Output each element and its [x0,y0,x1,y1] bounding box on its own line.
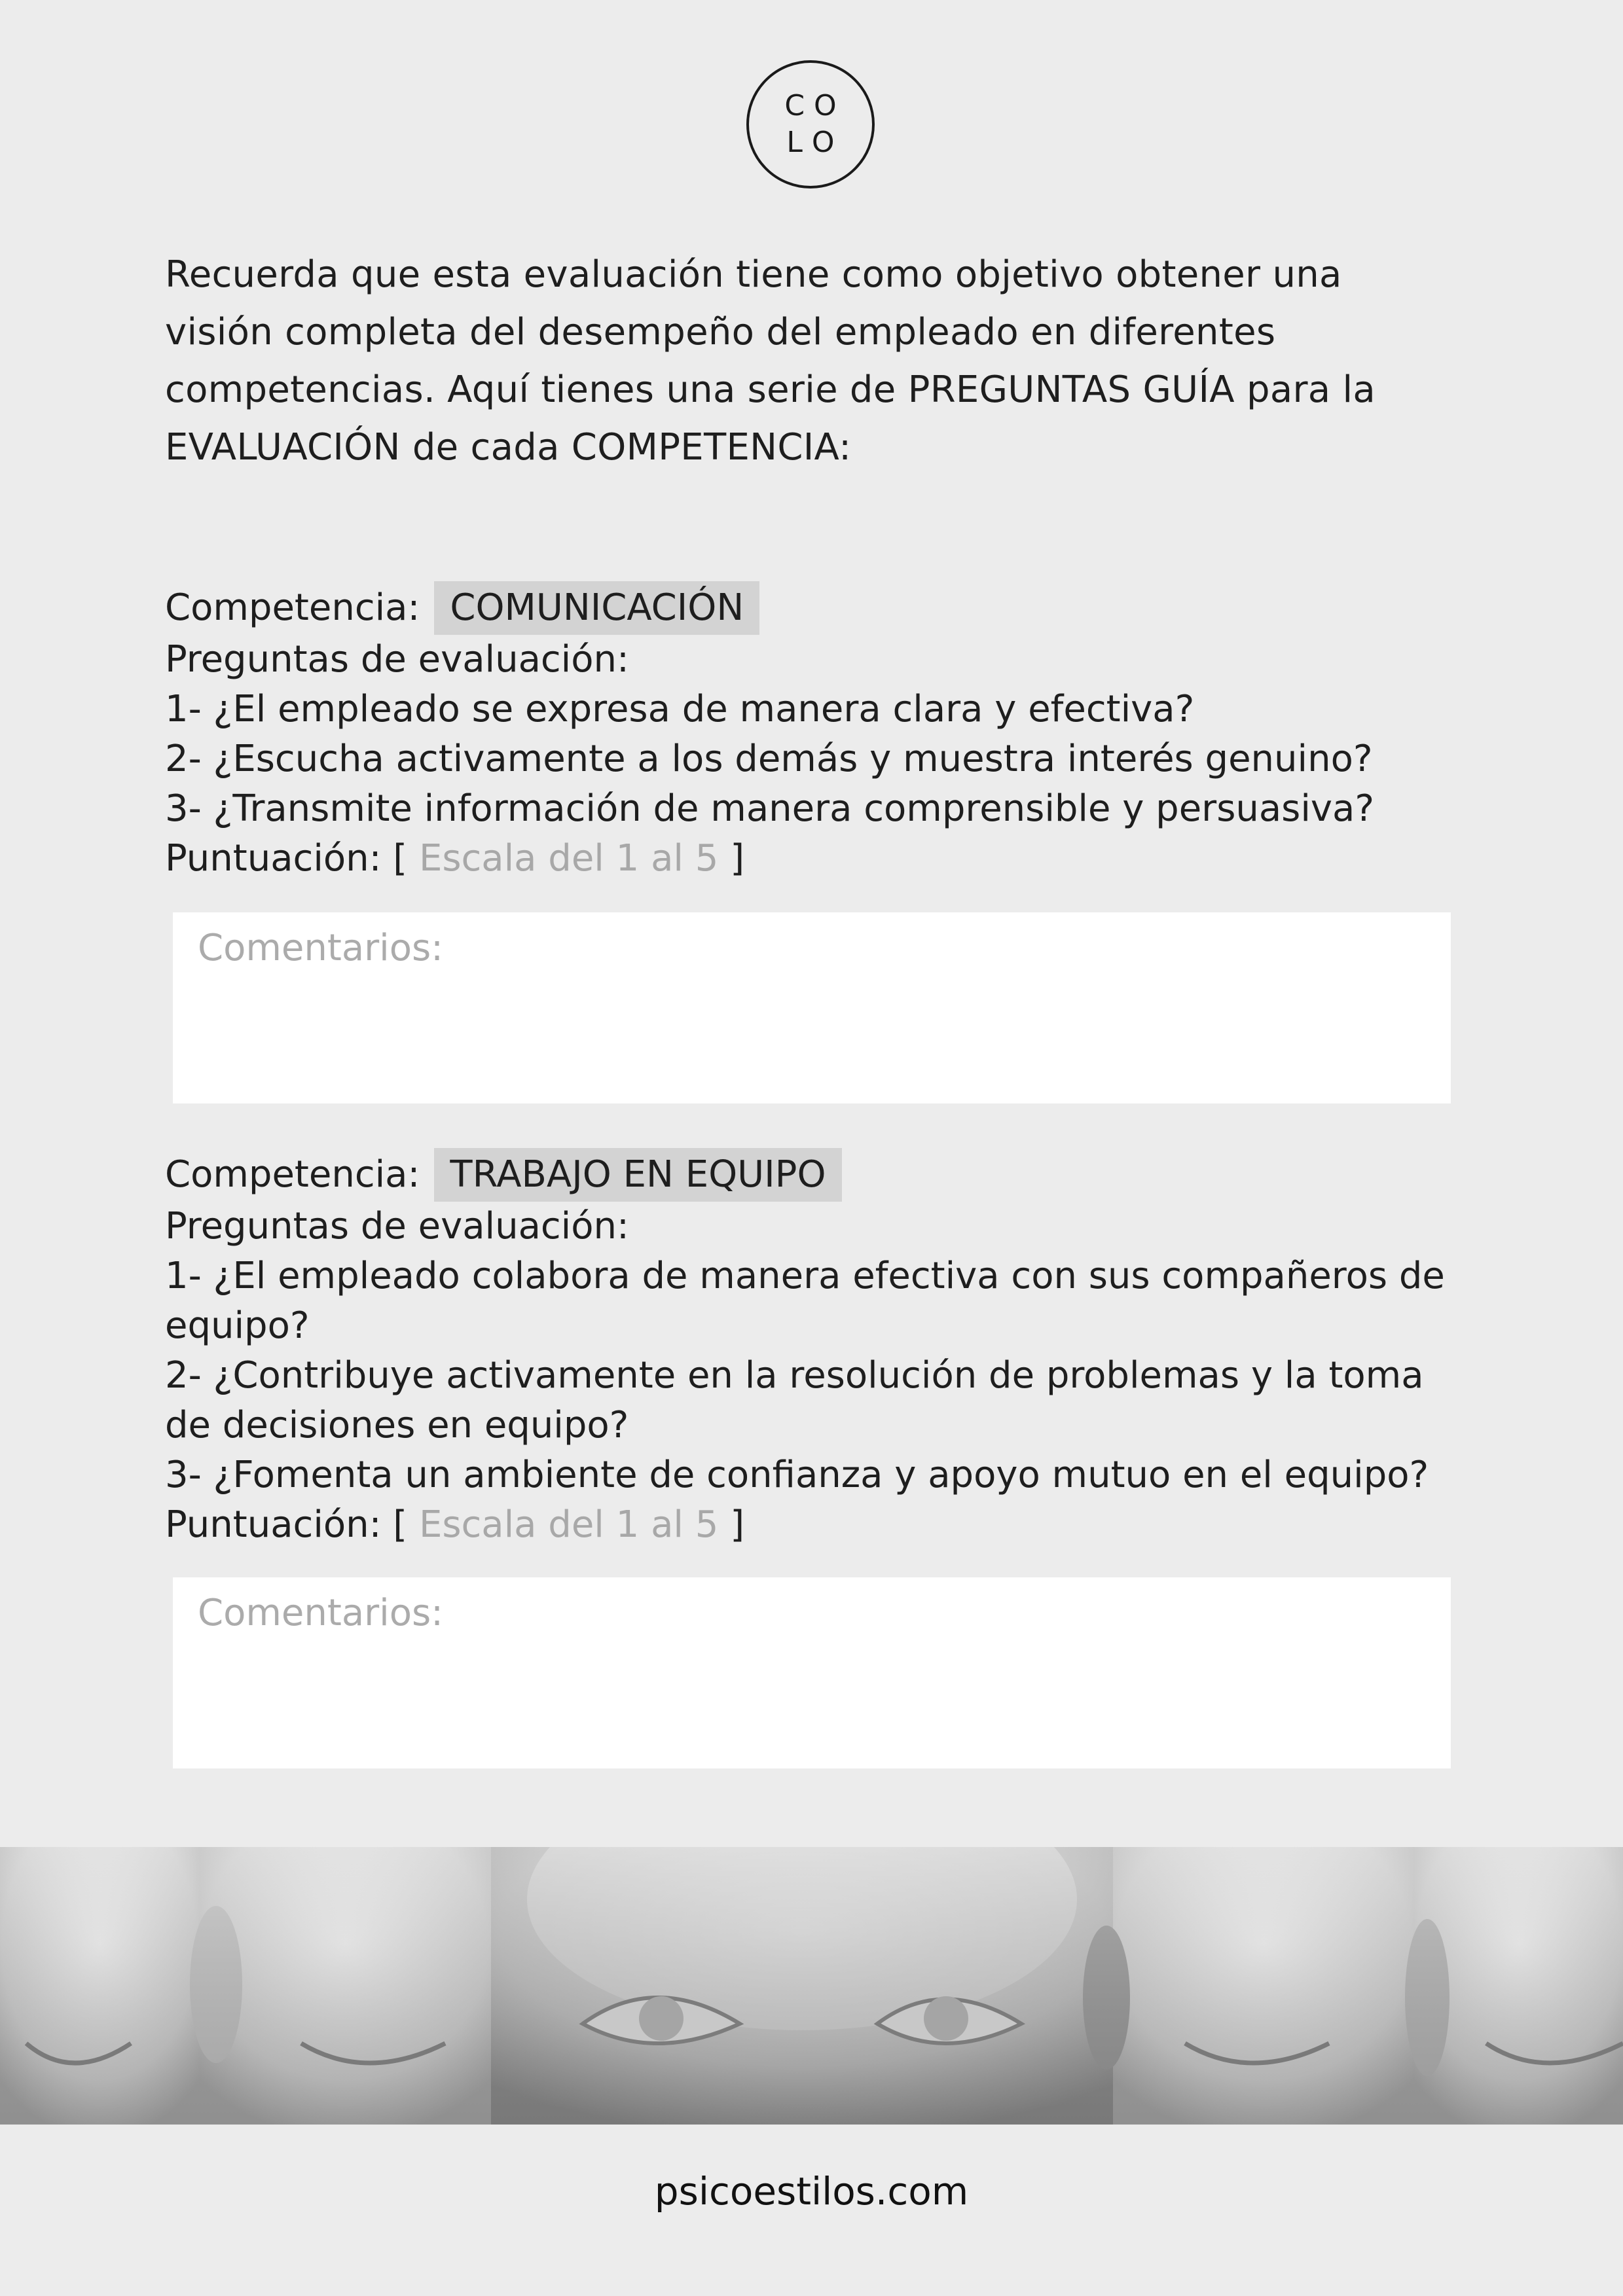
competency-section-communication [165,581,1501,884]
competency-label: Competencia: [165,586,420,629]
competency-label: Competencia: [165,1153,420,1196]
intro-line: Recuerda que esta evaluación tiene como objetivo obtener una [165,253,1342,296]
questions-label: Preguntas de evaluación: [165,1205,629,1247]
question-item: 3- ¿Transmite información de manera comprensible y persuasiva? [165,787,1375,830]
score-bracket-close: ] [730,837,745,880]
intro-line: EVALUACIÓN de cada COMPETENCIA: [165,426,852,469]
score-label: Puntuación: [ [165,837,408,880]
comments-placeholder: Comentarios: [198,927,444,969]
competency-section-teamwork [165,1148,1501,1550]
comments-field[interactable] [173,912,1451,1103]
intro-paragraph [165,246,1474,476]
logo-text-line2: L O [786,126,835,159]
competency-name-tag: TRABAJO EN EQUIPO [434,1148,841,1202]
competency-heading [165,581,1501,635]
comments-field[interactable] [173,1577,1451,1768]
intro-line: competencias. Aquí tienes una serie de PREGUNTAS GUÍA para la [165,368,1376,411]
score-line [165,834,1501,884]
faces-banner-image [0,1847,1623,2125]
intro-line: visión completa del desempeño del empleado en diferentes [165,311,1276,353]
competency-name-tag: COMUNICACIÓN [434,581,759,635]
logo-text-line1: C O [784,89,837,122]
competency-heading [165,1148,1501,1202]
score-label: Puntuación: [ [165,1503,408,1546]
score-line [165,1500,1501,1550]
question-item: 1- ¿El empleado se expresa de manera clara y efectiva? [165,688,1195,730]
questions-label: Preguntas de evaluación: [165,638,629,681]
footer-website[interactable]: psicoestilos.com [654,2169,969,2214]
faces-illustration [0,1847,1623,2125]
score-scale-field[interactable]: Escala del 1 al 5 [407,837,731,880]
question-item: 2- ¿Contribuye activamente en la resolución de problemas y la toma [165,1354,1424,1397]
score-bracket-close: ] [730,1503,745,1546]
question-item: equipo? [165,1304,310,1347]
colo-logo [746,60,875,188]
question-item: de decisiones en equipo? [165,1404,629,1446]
comments-placeholder: Comentarios: [198,1592,444,1634]
score-scale-field[interactable]: Escala del 1 al 5 [407,1503,731,1546]
question-item: 1- ¿El empleado colabora de manera efectiva con sus compañeros de [165,1255,1445,1297]
question-item: 2- ¿Escucha activamente a los demás y muestra interés genuino? [165,738,1373,780]
question-item: 3- ¿Fomenta un ambiente de confianza y apoyo mutuo en el equipo? [165,1454,1429,1496]
